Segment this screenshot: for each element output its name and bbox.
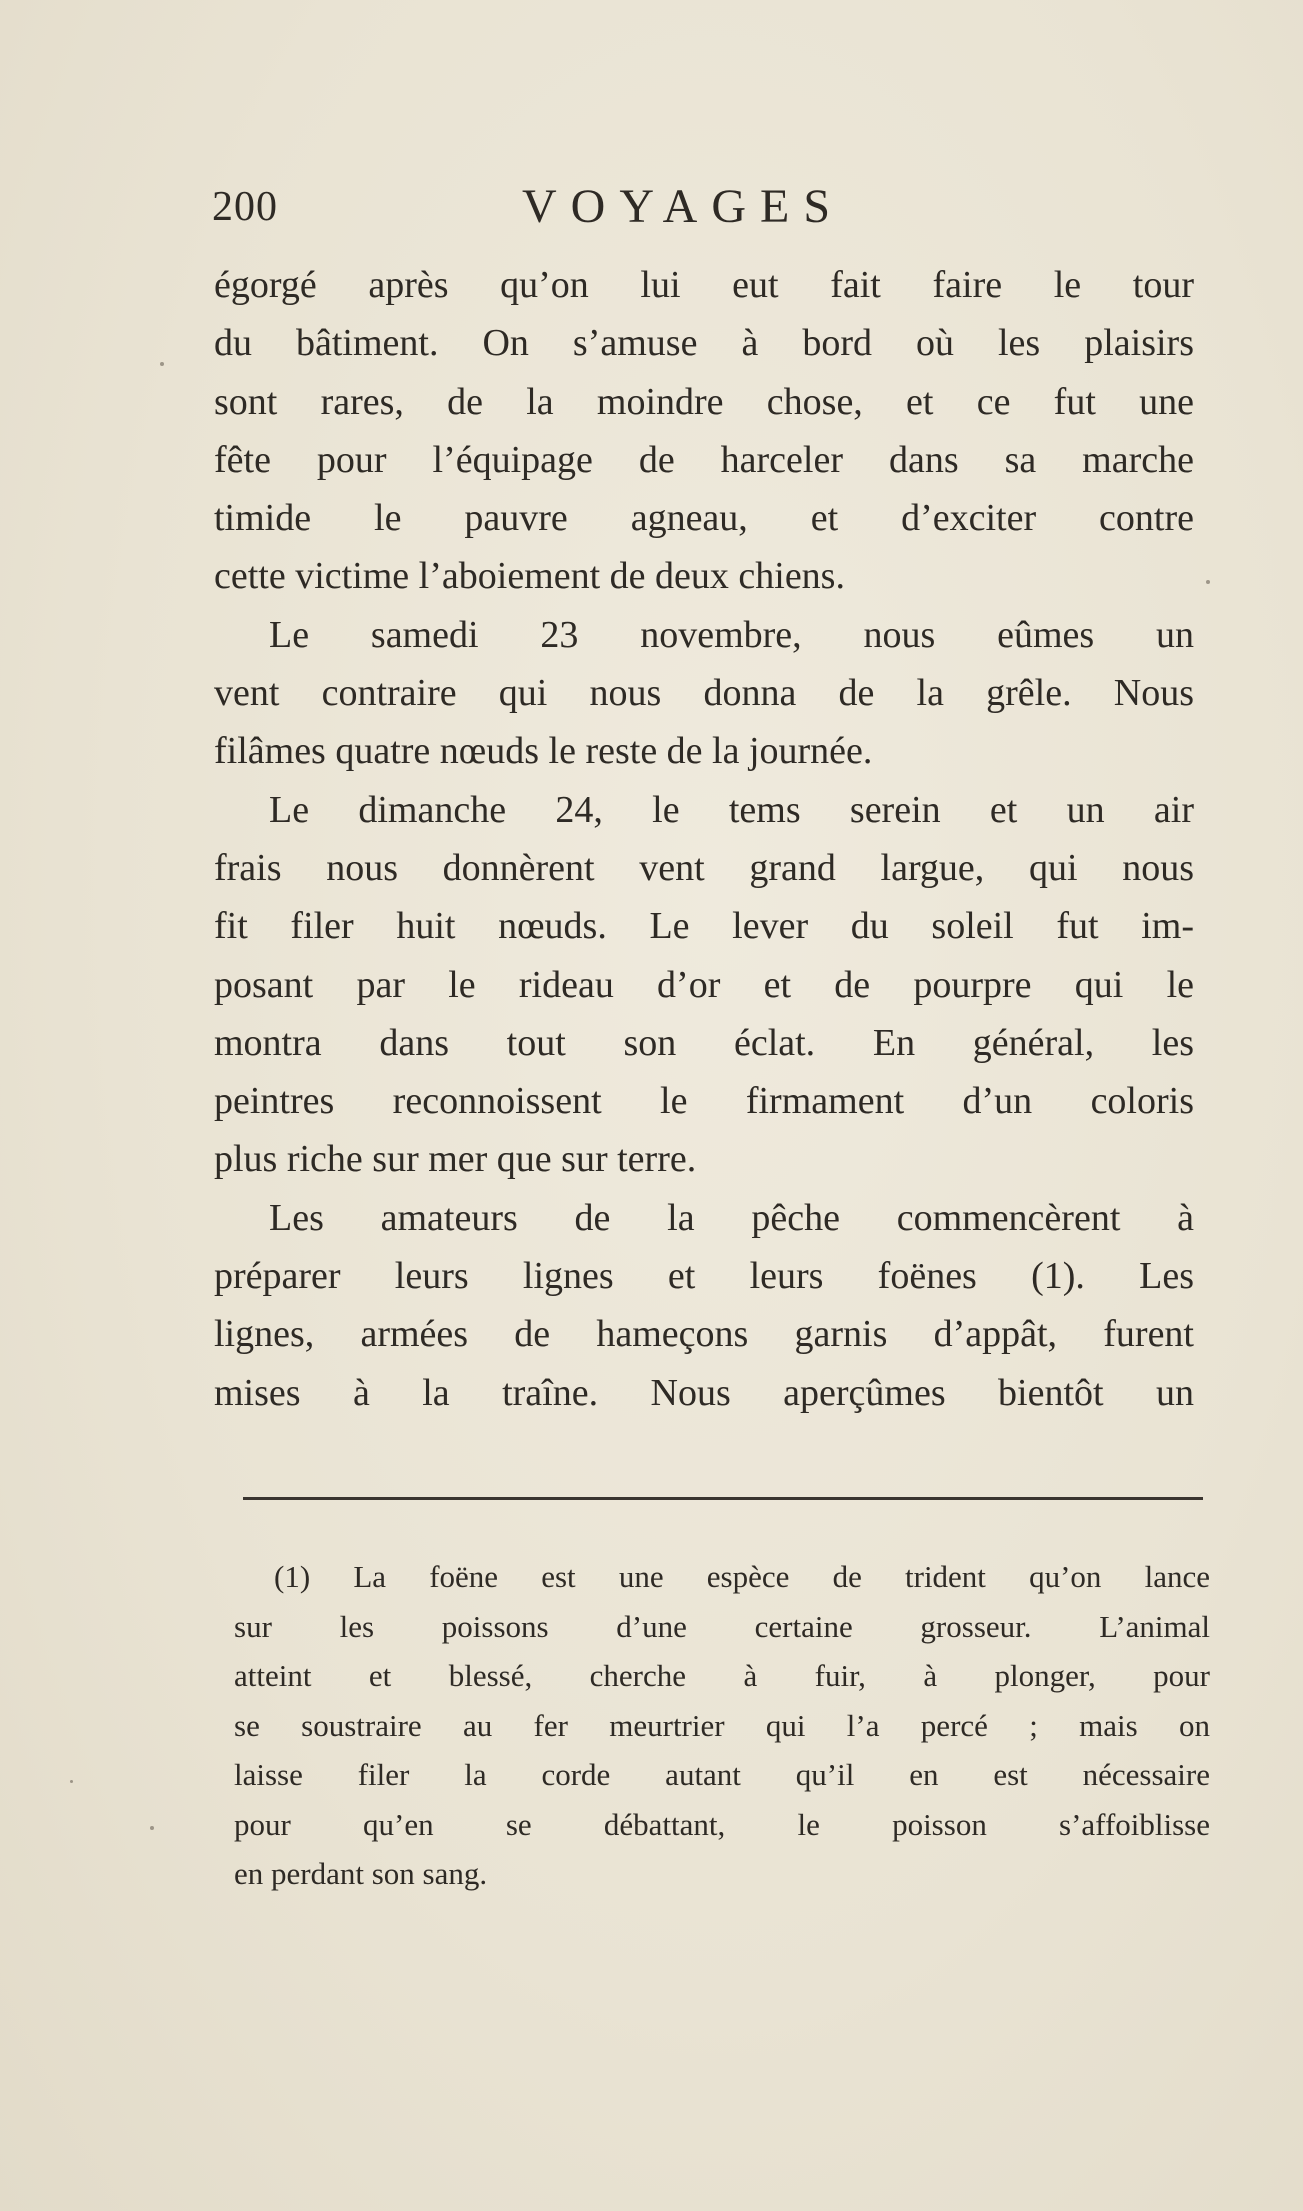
footnote-line: laisse filer la corde autant qu’il en est nécessaire <box>234 1757 1210 1792</box>
text-line: fit filer huit nœuds. Le lever du soleil fut im- <box>214 905 1194 948</box>
text-line: Le samedi 23 novembre, nous eûmes un <box>269 613 1194 656</box>
text-line: du bâtiment. On s’amuse à bord où les plaisirs <box>214 322 1194 365</box>
text-line: montra dans tout son éclat. En général, les <box>214 1021 1194 1064</box>
text-line: préparer leurs lignes et leurs foënes (1). Les <box>214 1255 1194 1298</box>
text-line: Les amateurs de la pêche commencèrent à <box>269 1196 1194 1239</box>
text-line: mises à la traîne. Nous aperçûmes bientôt un <box>214 1371 1194 1414</box>
text-line: frais nous donnèrent vent grand largue, qui nous <box>214 846 1194 889</box>
footnote-line: atteint et blessé, cherche à fuir, à plonger, pour <box>234 1658 1210 1693</box>
body-text <box>214 256 1194 1426</box>
paper-speck <box>150 1826 154 1830</box>
paper-speck <box>70 1780 73 1783</box>
text-line: timide le pauvre agneau, et d’exciter contre <box>214 497 1194 540</box>
footnote-line: (1) La foëne est une espèce de trident qu’on lance <box>274 1559 1210 1594</box>
page-number: 200 <box>212 184 278 230</box>
text-line: sont rares, de la moindre chose, et ce fut une <box>214 380 1194 423</box>
running-head <box>212 180 1212 243</box>
text-line: égorgé après qu’on lui eut fait faire le tour <box>214 264 1194 306</box>
text-line: cette victime l’aboiement de deux chiens. <box>214 555 845 598</box>
paper-speck <box>1206 580 1210 584</box>
footnote-line: se soustraire au fer meurtrier qui l’a percé ; mais on <box>234 1707 1210 1743</box>
text-line: posant par le rideau d’or et de pourpre qui le <box>214 963 1194 1006</box>
text-line: fête pour l’équipage de harceler dans sa marche <box>214 438 1194 481</box>
text-line: vent contraire qui nous donna de la grêle. Nous <box>214 672 1194 715</box>
text-line: filâmes quatre nœuds le reste de la journée. <box>214 730 873 773</box>
footnote <box>234 1552 1210 1932</box>
footnote-line: pour qu’en se débattant, le poisson s’affoiblisse <box>234 1806 1210 1842</box>
running-title: VOYAGES <box>522 180 845 233</box>
text-line: plus riche sur mer que sur terre. <box>214 1138 697 1181</box>
text-line: peintres reconnoissent le firmament d’un coloris <box>214 1080 1194 1123</box>
text-line: lignes, armées de hameçons garnis d’appât, furent <box>214 1313 1194 1356</box>
footnote-line: en perdant son sang. <box>234 1856 488 1891</box>
footnote-rule <box>243 1497 1203 1500</box>
paper-speck <box>160 362 164 366</box>
footnote-line: sur les poissons d’une certaine grosseur. L’animal <box>234 1608 1210 1644</box>
text-line: Le dimanche 24, le tems serein et un air <box>269 788 1194 831</box>
